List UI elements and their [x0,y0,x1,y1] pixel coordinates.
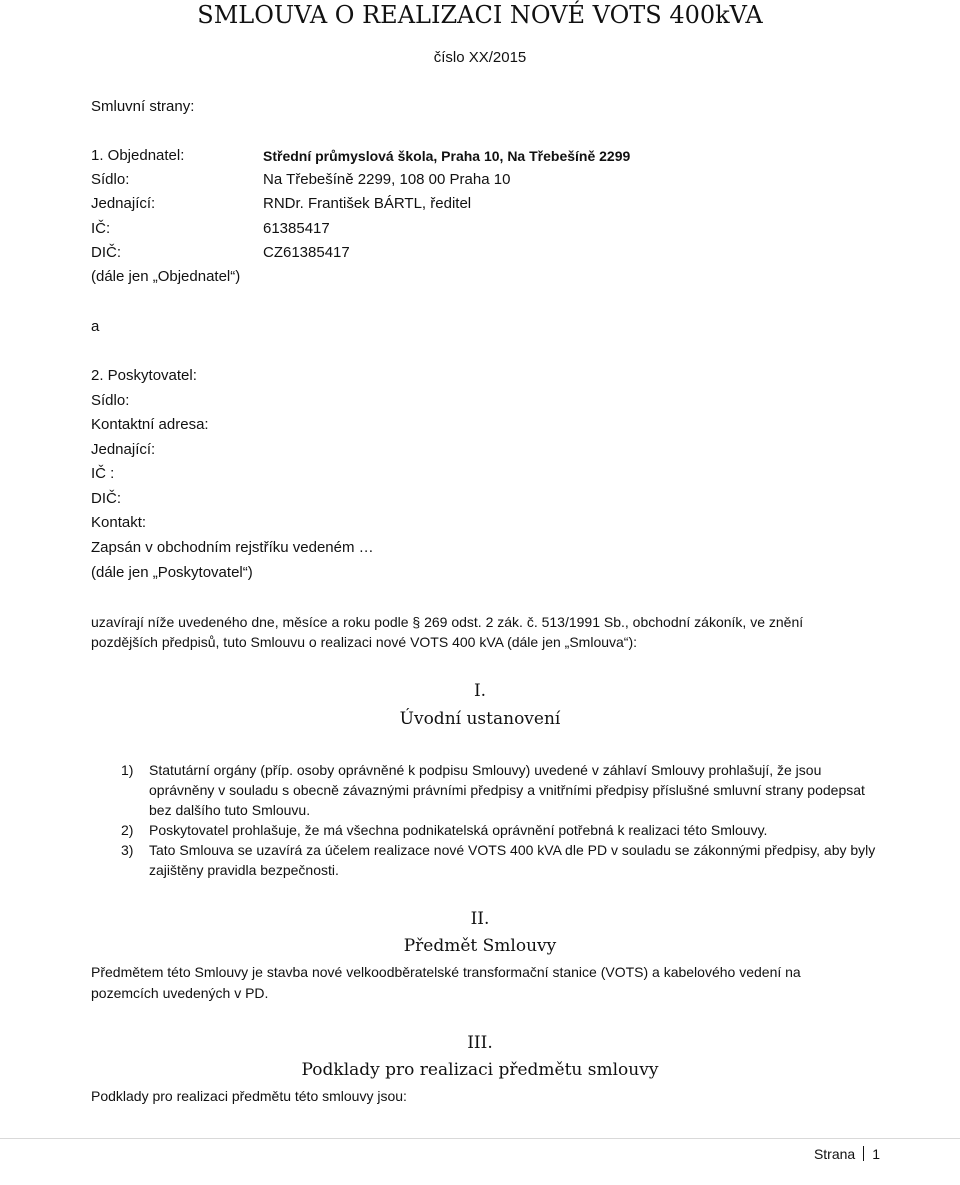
list-item-text: Poskytovatel prohlašuje, že má všechna podnikatelská oprávnění potřebná k realizaci této Smlouvy. [149,822,768,838]
section-1-title: Úvodní ustanovení [399,709,561,729]
client-seat: Na Třebešíně 2299, 108 00 Praha 10 [263,171,511,188]
section-1-number: I. [473,681,487,701]
list-item-number: 2) [121,822,134,838]
section-1-list [91,760,881,880]
footer-page-number: 1 [872,1146,880,1162]
contract-number: číslo XX/2015 [433,49,527,66]
intro-line-1: uzavírají níže uvedeného dne, měsíce a roku podle § 269 odst. 2 zák. č. 513/1991 Sb., obchodní zákoník, ve znění [91,614,804,630]
section-3-number: III. [467,1033,493,1053]
list-item-number: 3) [121,842,134,858]
conjunction: a [91,318,100,335]
section-2-text-line-1: Předmětem této Smlouvy je stavba nové velkoodběratelské transformační stanice (VOTS) a kabelového vedení na [91,964,801,980]
provider-contact-address-label: Kontaktní adresa: [91,416,209,433]
client-rep-label: Jednající: [91,195,156,212]
client-ic-label: IČ: [91,220,111,237]
provider-alias: (dále jen „Poskytovatel“) [91,564,253,581]
section-2-number: II. [470,909,490,929]
list-item-number: 1) [121,762,134,778]
document-title: SMLOUVA O REALIZACI NOVÉ VOTS 400kVA [197,1,763,29]
footer-divider [0,1138,960,1139]
provider-dic-label: DIČ: [91,490,121,507]
section-2-title: Předmět Smlouvy [403,936,557,956]
client-label: 1. Objednatel: [91,147,185,164]
footer-separator [863,1146,864,1161]
client-alias: (dále jen „Objednatel“) [91,268,241,285]
provider-contact-label: Kontakt: [91,514,147,531]
page-footer [814,1144,880,1164]
client-ic: 61385417 [263,220,330,237]
section-2-text-line-2: pozemcích uvedených v PD. [91,985,269,1001]
list-item-text: Tato Smlouva se uzavírá za účelem realizace nové VOTS 400 kVA dle PD v souladu se zákonnými předpisy, aby byly zajištěny pravidla bezpečnosti. [149,842,876,878]
section-3-text: Podklady pro realizaci předmětu této smlouvy jsou: [91,1088,407,1104]
client-dic: CZ61385417 [263,244,350,261]
client-dic-label: DIČ: [91,244,121,261]
list-item [91,840,881,880]
provider-seat-label: Sídlo: [91,392,130,409]
parties-heading: Smluvní strany: [91,98,195,115]
list-item [91,760,881,820]
footer-page-label: Strana [813,1146,856,1162]
provider-ic-label: IČ : [91,465,115,482]
provider-register: Zapsán v obchodním rejstříku vedeném … [91,539,374,556]
client-seat-label: Sídlo: [91,171,130,188]
list-item [91,820,881,840]
provider-rep-label: Jednající: [91,441,156,458]
list-item-text: Statutární orgány (příp. osoby oprávněné k podpisu Smlouvy) uvedené v záhlaví Smlouvy prohlašují, že jsou oprávněny v souladu s obecně závaznými právními předpisy a vnitřními předpisy příslušné smluvní strany podepsat bez dalšího tuto Smlouvu. [149,762,865,818]
section-3-title: Podklady pro realizaci předmětu smlouvy [301,1060,659,1080]
provider-label: 2. Poskytovatel: [91,367,197,384]
intro-line-2: pozdějších předpisů, tuto Smlouvu o realizaci nové VOTS 400 kVA (dále jen „Smlouva“): [91,634,638,650]
client-rep: RNDr. František BÁRTL, ředitel [263,195,472,212]
client-name: Střední průmyslová škola, Praha 10, Na Třebešíně 2299 [263,148,631,164]
